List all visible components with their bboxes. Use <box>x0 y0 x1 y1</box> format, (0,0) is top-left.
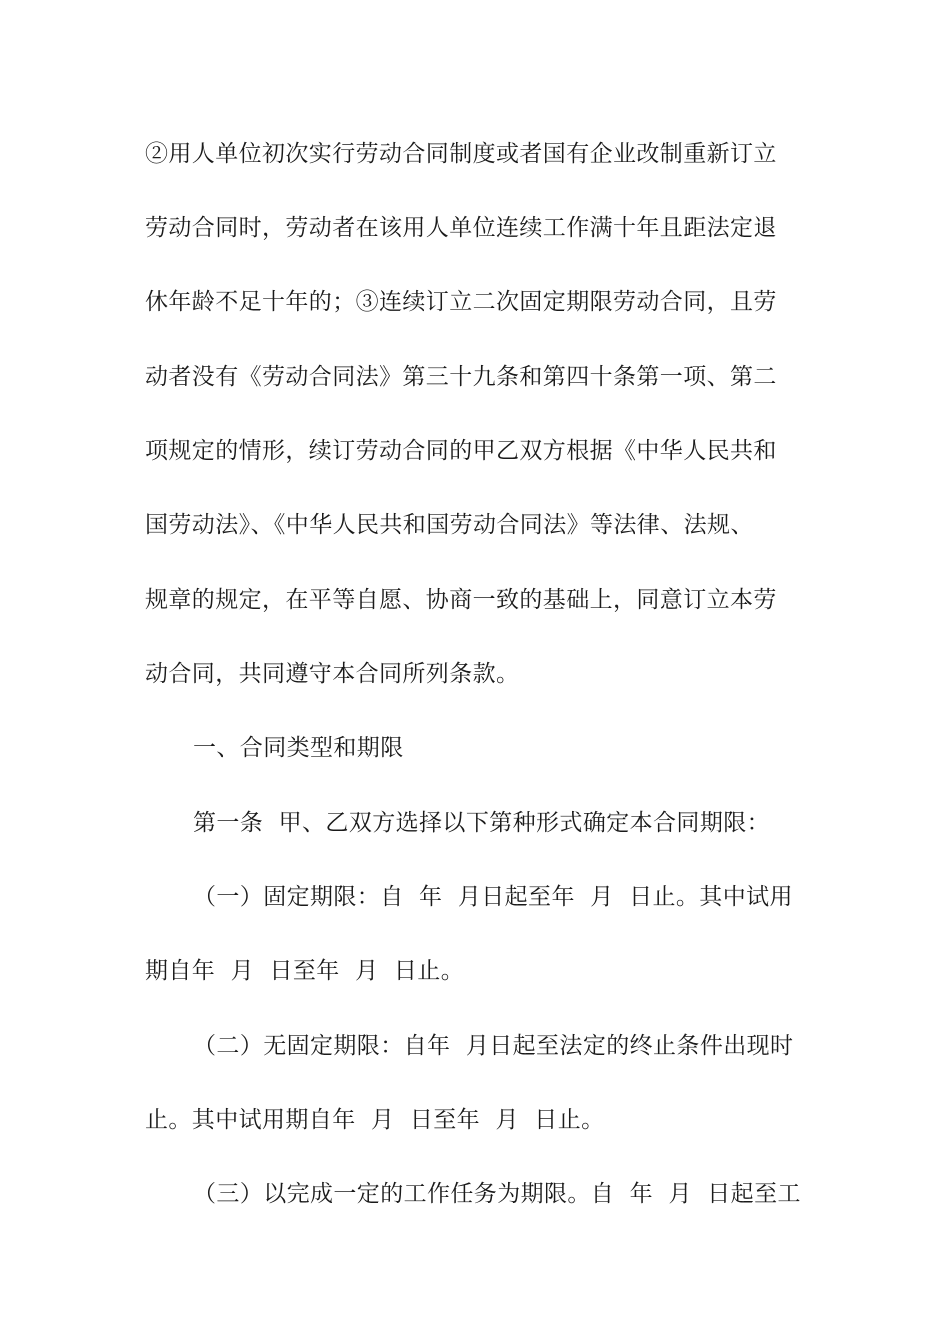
clause-text: （三）以完成一定的工作任务为期限。自 年 月 日起至工 <box>193 1181 801 1207</box>
section-heading: 一、合同类型和期限 <box>193 735 404 761</box>
text-line: 劳动合同时，劳动者在该用人单位连续工作满十年且距法定退 <box>145 215 777 241</box>
clause-text: （一）固定期限：自 年 月日起至年 月 日止。其中试用 <box>193 884 793 910</box>
text-line: 止。其中试用期自年 月 日至年 月 日止。 <box>145 1107 605 1133</box>
text-line: 动者没有《劳动合同法》第三十九条和第四十条第一项、第二 <box>145 364 777 390</box>
clause-text: （二）无固定期限：自年 月日起至法定的终止条件出现时 <box>193 1033 794 1059</box>
text-line: 国劳动法》、《中华人民共和国劳动合同法》等法律、法规、 <box>145 512 754 538</box>
text-line: 休年龄不足十年的；③连续订立二次固定期限劳动合同，且劳 <box>145 289 777 315</box>
text-line: 期自年 月 日至年 月 日止。 <box>145 958 465 984</box>
text-line: 项规定的情形，续订劳动合同的甲乙双方根据《中华人民共和 <box>145 438 777 464</box>
text-line: ②用人单位初次实行劳动合同制度或者国有企业改制重新订立 <box>145 141 777 167</box>
article-text: 第一条 甲、乙双方选择以下第种形式确定本合同期限： <box>193 810 771 836</box>
text-line: 规章的规定，在平等自愿、协商一致的基础上，同意订立本劳 <box>145 587 777 613</box>
text-line: 动合同，共同遵守本合同所列条款。 <box>145 661 520 687</box>
